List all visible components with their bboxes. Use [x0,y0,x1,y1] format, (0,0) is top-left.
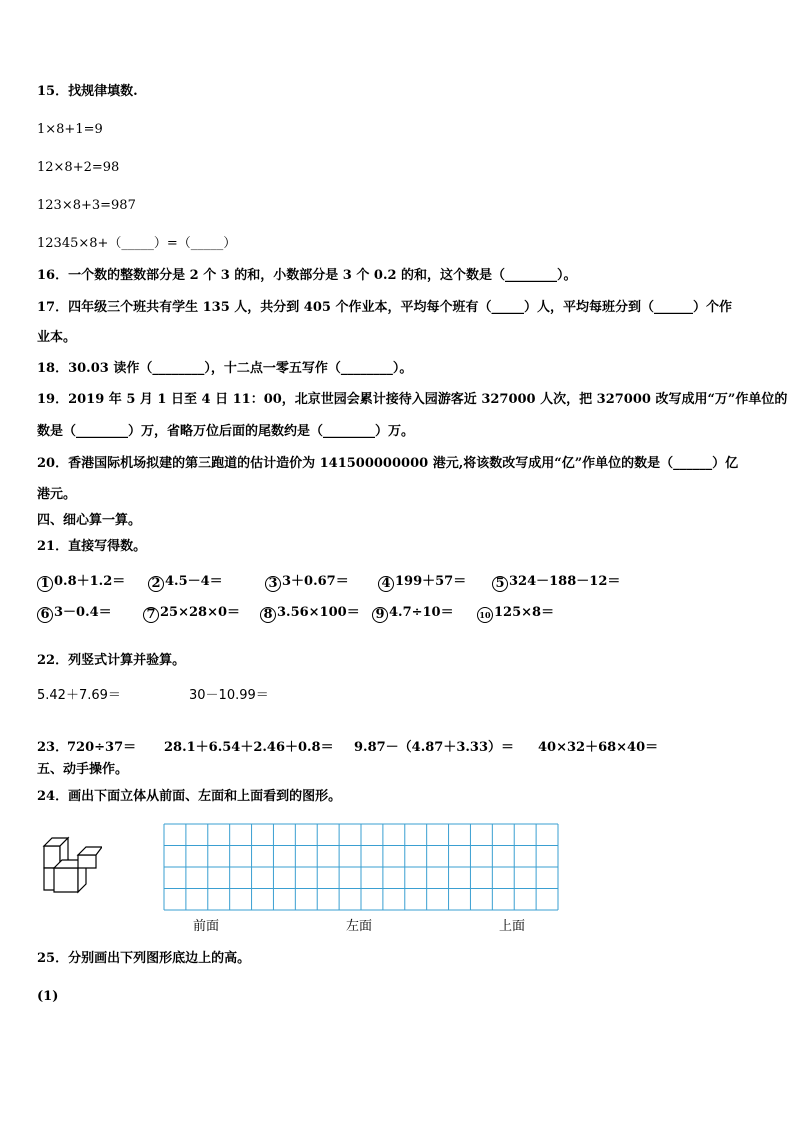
q21-expr: 0.8＋1.2＝ [54,574,126,589]
q21-item-9 [372,601,454,623]
q15-title: 15．找规律填数. [37,84,138,99]
q23-expr-3: 9.87－（4.87＋3.33）＝ [354,740,514,755]
q19-line-1: 19．2019 年 5 月 1 日至 4 日 11：00，北京世园会累计接待入园游客近 327000 人次，把 327000 改写成用“万”作单位的 [37,392,788,407]
q21-item-8 [260,601,360,623]
circled-number: 6 [37,607,53,623]
q19-line-2: 数是（________）万，省略万位后面的尾数约是（________）万。 [37,424,415,439]
cube-figure [40,828,102,894]
section-5-heading: 五、动手操作。 [37,762,129,777]
q23-number: 23． [37,740,69,755]
q15-line-4: 12345×8+（_____）=（_____） [37,236,237,251]
q21-item-1 [37,570,125,592]
q21-item-3 [265,570,349,592]
q21-expr: 3.56×100＝ [277,605,360,620]
q21-item-10 [477,601,554,623]
q24-title: 24．画出下面立体从前面、左面和上面看到的图形。 [37,789,342,804]
left-view-label: 左面 [346,919,373,934]
section-4-heading: 四、细心算一算。 [37,513,142,528]
circled-number: 4 [378,576,394,592]
q23-expr-4: 40×32＋68×40＝ [538,740,659,755]
q21-item-2 [148,570,223,592]
q22-title: 22．列竖式计算并验算。 [37,653,186,668]
q21-title: 21．直接写得数。 [37,539,147,554]
circled-number: 7 [143,607,159,623]
q22-expr-2: 30－10.99＝ [189,688,269,703]
q21-item-5 [492,570,620,592]
q20-line-1: 20．香港国际机场拟建的第三跑道的估计造价为 141500000000 港元,将该数改写成用“亿”作单位的数是（______）亿 [37,456,739,471]
drawing-grid [163,823,559,911]
circled-number: 2 [148,576,164,592]
q21-item-6 [37,601,112,623]
q25-title: 25．分别画出下列图形底边上的高。 [37,951,251,966]
front-view-label: 前面 [193,919,220,934]
q22-expr-1: 5.42＋7.69＝ [37,688,121,703]
circled-number: 10 [477,607,493,623]
q17-line-2: 业本。 [37,330,77,345]
q25-sub-1: (1) [37,989,59,1004]
q21-expr: 3－0.4＝ [54,605,112,620]
q21-expr: 3＋0.67＝ [282,574,349,589]
q21-expr: 25×28×0＝ [160,605,241,620]
q21-expr: 125×8＝ [494,605,555,620]
q21-item-4 [378,570,466,592]
q20-line-2: 港元。 [37,487,77,502]
q17-line-1: 17．四年级三个班共有学生 135 人，共分到 405 个作业本，平均每个班有（_____）人，平均每班分到（______）个作 [37,300,732,315]
circled-number: 1 [37,576,53,592]
q18: 18．30.03 读作（________），十二点一零五写作（________）。 [37,361,413,376]
top-view-label: 上面 [499,919,526,934]
q23-expr-1: 720÷37＝ [67,740,137,755]
q23-expr-2: 28.1＋6.54＋2.46＋0.8＝ [164,740,334,755]
q21-expr: 199＋57＝ [395,574,467,589]
q16: 16．一个数的整数部分是 2 个 3 的和，小数部分是 3 个 0.2 的和，这个数是（________）。 [37,268,577,283]
q21-expr: 4.5－4＝ [165,574,223,589]
q15-line-3: 123×8+3=987 [37,198,136,213]
q15-line-2: 12×8+2=98 [37,160,120,175]
circled-number: 5 [492,576,508,592]
q15-line-1: 1×8+1=9 [37,122,103,137]
circled-number: 3 [265,576,281,592]
q21-item-7 [143,601,240,623]
circled-number: 8 [260,607,276,623]
circled-number: 9 [372,607,388,623]
q21-expr: 324－188－12＝ [509,574,621,589]
q21-expr: 4.7÷10＝ [389,605,454,620]
